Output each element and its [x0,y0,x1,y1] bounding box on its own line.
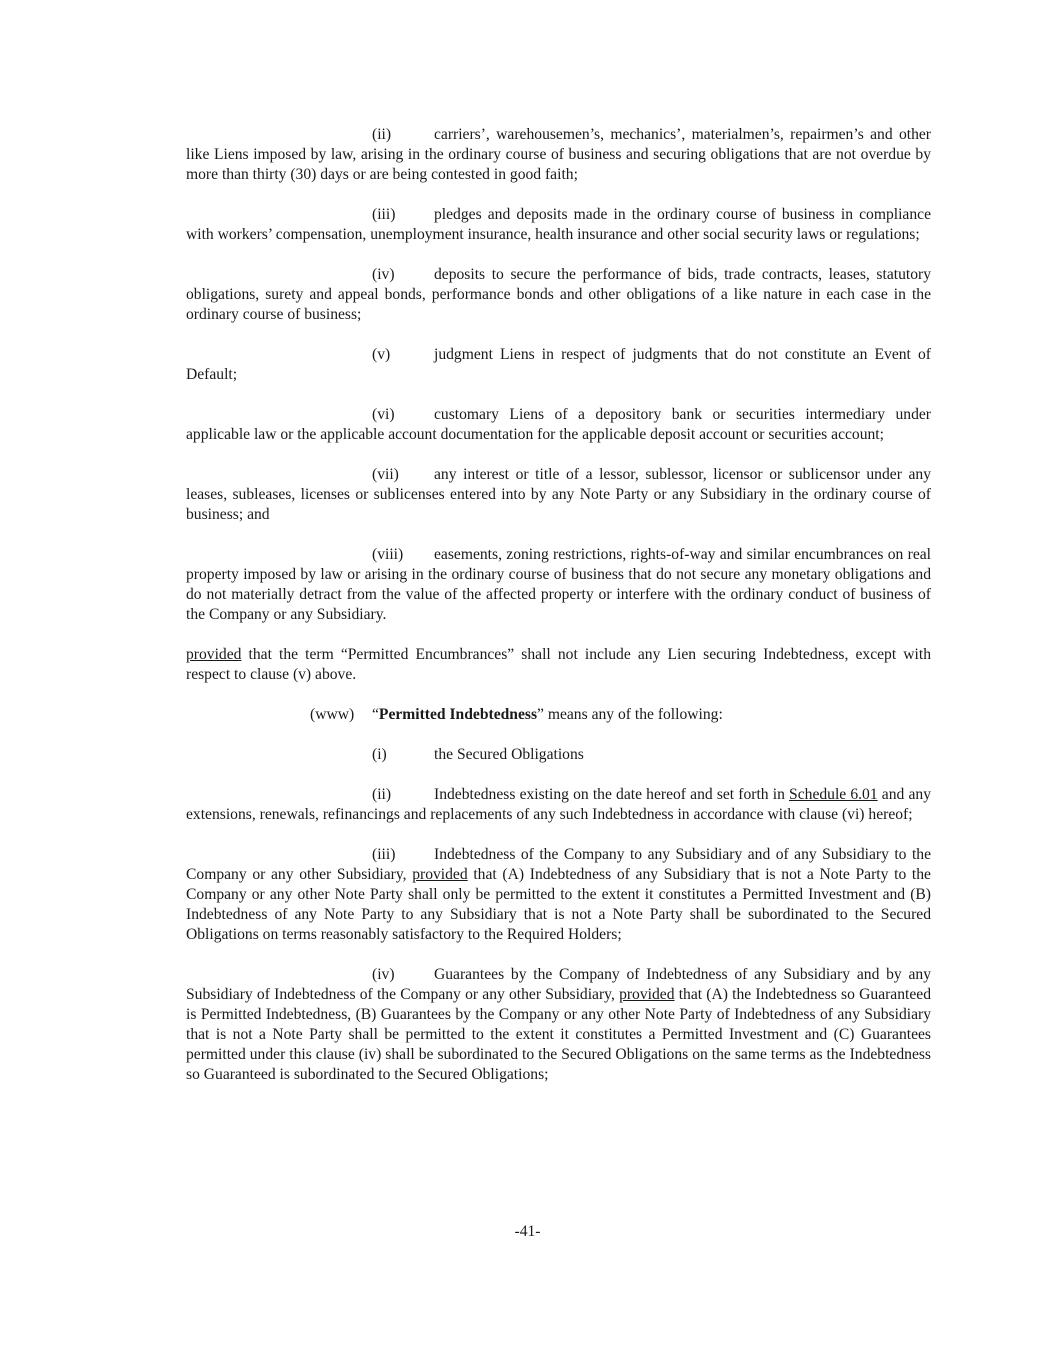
schedule-reference: Schedule 6.01 [789,786,878,803]
clause-viii [186,545,931,625]
document-page [186,125,931,1085]
clause-text: pledges and deposits made in the ordinary course of business in compliance with workers’ compensation, unemployment insurance, health insurance and other social security laws or regulations; [186,206,931,243]
clause-vi [186,405,931,445]
clause-number: (i) [372,746,387,763]
clause-iv [186,265,931,325]
clause-text: easements, zoning restrictions, rights-of-way and similar encumbrances on real property imposed by law or arising in the ordinary course of business that do not secure any monetary obligations and do not materially detract from the value of the affected property or interfere with the ordinary conduct of business of the Company or any Subsidiary. [186,546,931,623]
proviso-text: that the term “Permitted Encumbrances” shall not include any Lien securing Indebtedness, except with respect to clause (v) above. [186,646,931,683]
clause-ii [186,125,931,185]
clause-text: deposits to secure the performance of bids, trade contracts, leases, statutory obligations, surety and appeal bonds, performance bonds and other obligations of a like nature in each case in the ordinary course of business; [186,266,931,323]
clause-v [186,345,931,385]
clause-text: judgment Liens in respect of judgments that do not constitute an Event of Default; [186,346,931,383]
clause-number: (iv) [372,966,395,983]
clause-text-continued: and any extensions, renewals, refinancings and replacements of any such Indebtedness in accordance with clause (vi) hereof; [186,786,931,823]
clause-text: Guarantees by the Company of Indebtedness of any Subsidiary and by any Subsidiary of Indebtedness of the Company or any other Subsidiary, [186,966,931,1003]
pi-clause-i [186,745,931,765]
proviso-lead: provided [186,646,242,663]
clause-number: (ii) [372,786,392,803]
clause-text: Indebtedness existing on the date hereof and set forth in [434,786,790,803]
proviso-term: provided [619,986,675,1003]
clause-text-continued: that (A) the Indebtedness so Guaranteed is Permitted Indebtedness, (B) Guarantees by the Company or any other Note Party of Indebtedness of any Subsidiary that is not a Note Party shall be permitted to the extent it constitutes a Permitted Investment and (C) Guarantees permitted under this clause (iv) shall be subordinated to the Secured Obligations on the same terms as the Indebtedness so Guaranteed is subordinated to the Secured Obligations; [186,986,931,1083]
clause-number: (iv) [372,266,395,283]
clause-number: (iii) [372,846,396,863]
clause-number: (vi) [372,406,395,423]
clause-number: (vii) [372,466,399,483]
pi-clause-ii [186,785,931,825]
clause-vii [186,465,931,525]
defined-term: Permitted Indebtedness [378,706,538,723]
clause-number: (viii) [372,546,404,563]
clause-number: (v) [372,346,391,363]
proviso-paragraph [186,645,931,685]
definition-text: ” means any of the following: [537,706,723,723]
clause-text: any interest or title of a lessor, sublessor, licensor or sublicensor under any leases, subleases, licenses or sublicenses entered into by any Note Party or any Subsidiary in the ordinary course of business; and [186,466,931,523]
clause-number: (iii) [372,206,396,223]
open-quote: “ [372,706,379,723]
clause-number: (ii) [372,126,392,143]
clause-text: customary Liens of a depository bank or securities intermediary under applicable law or the applicable account documentation for the applicable deposit account or securities account; [186,406,931,443]
clause-iii [186,205,931,245]
clause-text: Indebtedness of the Company to any Subsidiary and of any Subsidiary to the Company or any other Subsidiary, [186,846,931,883]
proviso-term: provided [412,866,468,883]
definition-number: (www) [310,706,355,723]
page-number: -41- [514,1223,541,1240]
pi-clause-iv [186,965,931,1085]
definition-www [186,705,931,725]
clause-text: carriers’, warehousemen’s, mechanics’, materialmen’s, repairmen’s and other like Liens imposed by law, arising in the ordinary course of business and securing obligations that are not overdue by more than thirty (30) days or are being contested in good faith; [186,126,931,183]
pi-clause-iii [186,845,931,945]
clause-text: the Secured Obligations [434,746,584,763]
clause-text-continued: that (A) Indebtedness of any Subsidiary that is not a Note Party to the Company or any other Note Party shall only be permitted to the extent it constitutes a Permitted Investment and (B) Indebtedness of any Note Party to any Subsidiary that is not a Note Party shall be subordinated to the Secured Obligations on terms reasonably satisfactory to the Required Holders; [186,866,931,943]
